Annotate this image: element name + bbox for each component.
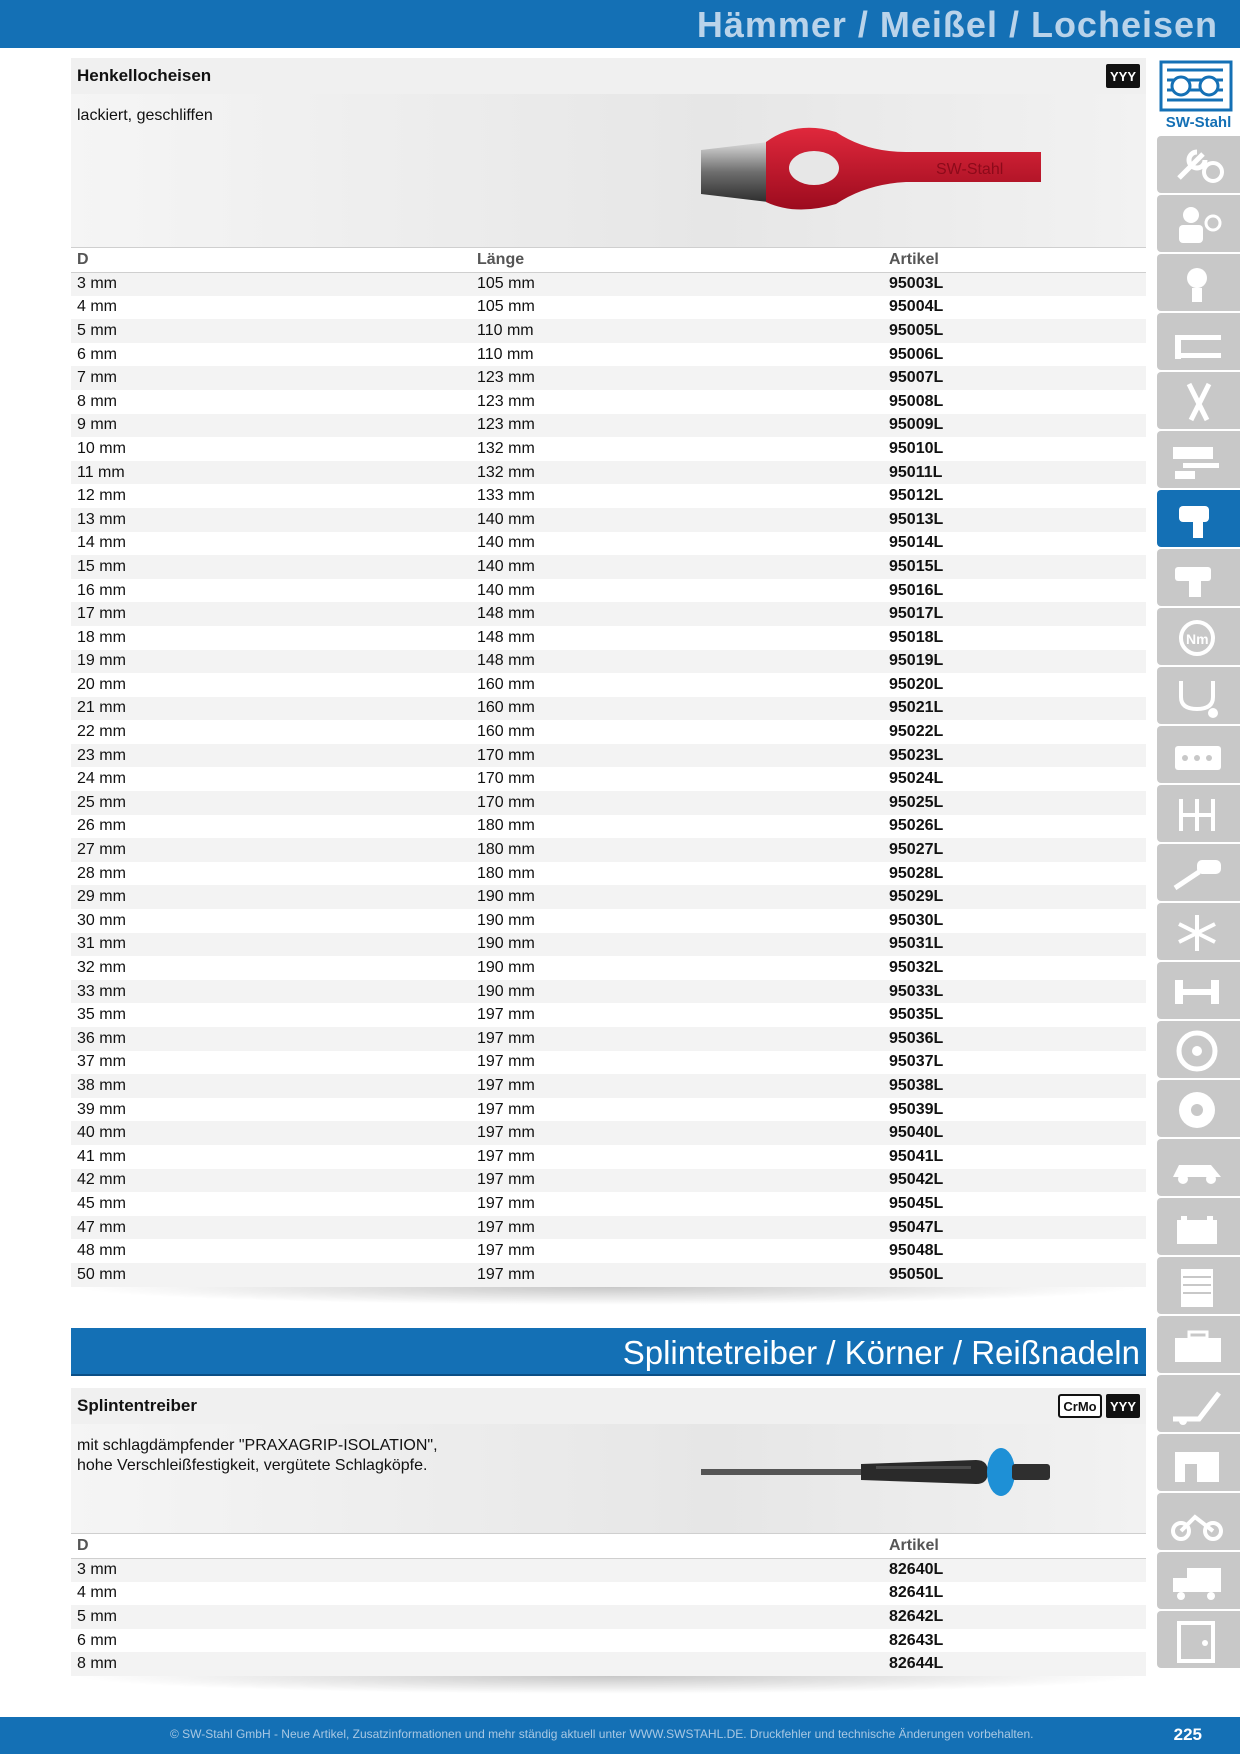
table-row xyxy=(71,461,1146,485)
sidebar-tab-toolbox[interactable] xyxy=(1157,1316,1240,1373)
cell-artikel: 95038L xyxy=(883,1074,1146,1098)
sidebar-tab-wrench[interactable] xyxy=(1157,136,1240,193)
cell-artikel: 95024L xyxy=(889,770,944,788)
cell-artikel: 95006L xyxy=(889,345,944,363)
cell-laenge: 197 mm xyxy=(471,1216,883,1240)
exhaust-icon xyxy=(1169,852,1227,896)
cell-d: 35 mm xyxy=(77,1006,126,1024)
cell-artikel: 95029L xyxy=(883,885,1146,909)
sidebar-tab-caliper[interactable] xyxy=(1157,313,1240,370)
table-row xyxy=(71,1629,1146,1653)
sidebar-tab-light-bulb[interactable] xyxy=(1157,254,1240,311)
hammer-icon xyxy=(1169,439,1227,483)
cell-d: 3 mm xyxy=(71,1558,883,1582)
cell-d: 40 mm xyxy=(71,1121,471,1145)
table-row xyxy=(71,579,1146,603)
table-row xyxy=(71,1074,1146,1098)
cell-d: 6 mm xyxy=(77,1631,117,1649)
cell-artikel: 82643L xyxy=(889,1631,944,1649)
cell-d: 16 mm xyxy=(77,581,126,599)
cell-d: 15 mm xyxy=(71,555,471,579)
cell-artikel: 95025L xyxy=(883,791,1146,815)
section-header xyxy=(71,1388,1146,1424)
cell-laenge: 105 mm xyxy=(477,298,535,316)
cell-laenge: 180 mm xyxy=(471,838,883,862)
brand-logo xyxy=(1157,58,1240,134)
category-sidebar xyxy=(1157,58,1240,1668)
table-row xyxy=(71,1169,1146,1193)
cell-d: 32 mm xyxy=(77,959,126,977)
sidebar-tab-exhaust[interactable] xyxy=(1157,844,1240,901)
top-banner xyxy=(0,0,1240,48)
table-row xyxy=(71,744,1146,768)
table-row xyxy=(71,532,1146,556)
product-engraving: SW-Stahl xyxy=(936,161,1004,178)
cell-artikel: 95012L xyxy=(889,487,944,505)
cell-artikel: 95050L xyxy=(883,1263,1146,1287)
cell-artikel: 95022L xyxy=(889,723,944,741)
table-row xyxy=(71,414,1146,438)
table-row xyxy=(71,1145,1146,1169)
light-bulb-icon xyxy=(1169,262,1227,306)
cell-artikel: 95030L xyxy=(889,911,944,929)
cell-d: 20 mm xyxy=(77,675,126,693)
cell-laenge: 110 mm xyxy=(477,345,534,363)
page-title: Hämmer / Meißel / Locheisen xyxy=(696,4,1218,45)
table-row xyxy=(71,650,1146,674)
sidebar-tab-cabinet[interactable] xyxy=(1157,1257,1240,1314)
cell-artikel: 95033L xyxy=(883,980,1146,1004)
cell-artikel: 95009L xyxy=(883,414,1146,438)
table-row xyxy=(71,956,1146,980)
cell-d: 14 mm xyxy=(77,534,126,552)
cell-laenge: 148 mm xyxy=(471,602,883,626)
cabinet-icon xyxy=(1169,1265,1227,1309)
product-image xyxy=(696,112,1056,222)
cell-laenge: 197 mm xyxy=(471,1121,883,1145)
wrench-icon xyxy=(1169,144,1227,188)
description-text: mit schlagdämpfender "PRAXAGRIP-ISOLATION", hohe Verschleißfestigkeit, vergütete Schlagköpfe. xyxy=(77,1437,438,1474)
torque-icon xyxy=(1169,616,1227,660)
product-description xyxy=(71,94,1146,248)
cell-d: 6 mm xyxy=(77,345,117,363)
cell-d: 23 mm xyxy=(71,744,471,768)
cell-laenge: 180 mm xyxy=(477,864,535,882)
cell-laenge: 170 mm xyxy=(471,791,883,815)
cell-laenge: 132 mm xyxy=(471,461,883,485)
cell-laenge: 140 mm xyxy=(471,555,883,579)
cell-laenge: 190 mm xyxy=(471,885,883,909)
cell-d: 41 mm xyxy=(77,1147,126,1165)
table-row xyxy=(71,390,1146,414)
cell-laenge: 197 mm xyxy=(477,1194,535,1212)
cell-laenge: 148 mm xyxy=(471,650,883,674)
description-text: lackiert, geschliffen xyxy=(77,107,213,124)
table-row xyxy=(71,815,1146,839)
table-row xyxy=(71,343,1146,367)
cell-laenge: 148 mm xyxy=(477,628,535,646)
cell-laenge: 197 mm xyxy=(477,1100,535,1118)
cell-artikel: 95039L xyxy=(889,1100,944,1118)
category-band xyxy=(71,1328,1146,1376)
table-row xyxy=(71,767,1146,791)
cell-laenge: 197 mm xyxy=(471,1027,883,1051)
cell-d: 30 mm xyxy=(77,911,126,929)
badge-group xyxy=(1058,1394,1140,1418)
cell-d: 12 mm xyxy=(77,487,126,505)
table-row xyxy=(71,720,1146,744)
cell-artikel: 95017L xyxy=(883,602,1146,626)
axle-icon xyxy=(1169,970,1227,1014)
cell-artikel: 95015L xyxy=(883,555,1146,579)
cell-artikel: 82640L xyxy=(883,1558,1146,1582)
sidebar-tab-impact-wrench[interactable] xyxy=(1157,490,1240,547)
sidebar-tab-tow-truck[interactable] xyxy=(1157,1375,1240,1432)
table-header-row xyxy=(71,248,1146,272)
cell-artikel: 95018L xyxy=(889,628,944,646)
cell-laenge: 133 mm xyxy=(477,487,535,505)
wheel-icon xyxy=(1169,1029,1227,1073)
table-shadow xyxy=(71,1287,1146,1305)
cell-d: 9 mm xyxy=(71,414,471,438)
cell-laenge: 140 mm xyxy=(471,508,883,532)
cell-laenge: 190 mm xyxy=(471,980,883,1004)
section-title: Splintentreiber xyxy=(77,1396,197,1415)
table-row xyxy=(71,1239,1146,1263)
cell-artikel: 82644L xyxy=(883,1652,1146,1676)
table-row xyxy=(71,1121,1146,1145)
cell-d: 19 mm xyxy=(71,650,471,674)
torque-label: Nm xyxy=(1186,631,1209,647)
cell-laenge: 160 mm xyxy=(471,697,883,721)
category-title: Splintetreiber / Körner / Reißnadeln xyxy=(622,1334,1140,1371)
cell-laenge: 180 mm xyxy=(477,817,535,835)
article-table xyxy=(71,1534,1146,1676)
table-row xyxy=(71,366,1146,390)
caliper-icon xyxy=(1169,321,1227,365)
workshop-icon xyxy=(1169,1442,1227,1486)
logo-text: SW-Stahl xyxy=(1165,114,1232,131)
cell-d: 38 mm xyxy=(71,1074,471,1098)
sidebar-tab-gear-shift[interactable] xyxy=(1157,785,1240,842)
logo-tools-icon xyxy=(1157,58,1240,114)
cell-artikel: 95021L xyxy=(883,697,1146,721)
sidebar-tab-torque[interactable] xyxy=(1157,608,1240,665)
cell-laenge: 197 mm xyxy=(477,1006,535,1024)
product-image xyxy=(696,1438,1066,1508)
cell-d: 22 mm xyxy=(77,723,126,741)
column-header-d: D xyxy=(71,1534,883,1558)
mechanic-icon xyxy=(1169,203,1227,247)
sidebar-tab-door[interactable] xyxy=(1157,1611,1240,1668)
cell-d: 4 mm xyxy=(77,298,117,316)
cell-artikel: 95023L xyxy=(883,744,1146,768)
cell-d: 21 mm xyxy=(71,697,471,721)
stethoscope-icon xyxy=(1169,675,1227,719)
sidebar-tab-car[interactable] xyxy=(1157,1139,1240,1196)
page-number: 225 xyxy=(1173,1725,1202,1744)
impact-wrench-icon xyxy=(1169,498,1227,542)
cell-d: 33 mm xyxy=(71,980,471,1004)
cell-artikel: 95027L xyxy=(883,838,1146,862)
cell-artikel: 95031L xyxy=(883,933,1146,957)
cell-artikel: 95011L xyxy=(883,461,1146,485)
table-row xyxy=(71,862,1146,886)
cell-artikel: 95047L xyxy=(883,1216,1146,1240)
sidebar-tab-hammer[interactable] xyxy=(1157,431,1240,488)
cell-artikel: 95042L xyxy=(883,1169,1146,1193)
page-footer xyxy=(0,1717,1240,1754)
table-header-row xyxy=(71,1534,1146,1558)
cell-laenge: 105 mm xyxy=(471,272,883,296)
section-header xyxy=(71,58,1146,94)
sidebar-tab-workshop[interactable] xyxy=(1157,1434,1240,1491)
table-row xyxy=(71,1652,1146,1676)
cell-d: 42 mm xyxy=(71,1169,471,1193)
table-row xyxy=(71,885,1146,909)
cell-artikel: 82642L xyxy=(883,1605,1146,1629)
cell-d: 3 mm xyxy=(71,272,471,296)
table-row xyxy=(71,1582,1146,1606)
cell-d: 5 mm xyxy=(71,319,471,343)
cell-laenge: 190 mm xyxy=(471,933,883,957)
cell-laenge: 140 mm xyxy=(477,534,535,552)
table-row xyxy=(71,1558,1146,1582)
cell-artikel: 95010L xyxy=(889,439,944,457)
table-row xyxy=(71,272,1146,296)
cell-laenge: 170 mm xyxy=(471,744,883,768)
section-splintentreiber xyxy=(71,1388,1146,1694)
cell-d: 7 mm xyxy=(71,366,471,390)
cell-d: 13 mm xyxy=(71,508,471,532)
cell-artikel: 95020L xyxy=(889,675,944,693)
engine-icon xyxy=(1169,734,1227,778)
cell-d: 31 mm xyxy=(71,933,471,957)
toolbox-icon xyxy=(1169,1324,1227,1368)
badge-group xyxy=(1106,64,1140,88)
cell-d: 36 mm xyxy=(71,1027,471,1051)
table-row xyxy=(71,791,1146,815)
cell-artikel: 95014L xyxy=(889,534,944,552)
sidebar-tab-snowflake[interactable] xyxy=(1157,903,1240,960)
sidebar-tab-axle[interactable] xyxy=(1157,962,1240,1019)
sidebar-tab-engine[interactable] xyxy=(1157,726,1240,783)
section-title: Henkellocheisen xyxy=(77,66,212,85)
cell-d: 39 mm xyxy=(77,1100,126,1118)
door-icon xyxy=(1169,1619,1227,1663)
cell-laenge: 197 mm xyxy=(477,1147,535,1165)
table-row xyxy=(71,1605,1146,1629)
cell-d: 28 mm xyxy=(77,864,126,882)
pliers-icon xyxy=(1169,380,1227,424)
section-henkellocheisen xyxy=(71,58,1146,1305)
cell-artikel: 95003L xyxy=(883,272,1146,296)
cell-d: 37 mm xyxy=(77,1053,126,1071)
cell-laenge: 123 mm xyxy=(471,414,883,438)
table-row xyxy=(71,673,1146,697)
snowflake-icon xyxy=(1169,911,1227,955)
cell-artikel: 95045L xyxy=(889,1194,944,1212)
brake-disc-icon xyxy=(1169,1088,1227,1132)
sidebar-tab-stethoscope[interactable] xyxy=(1157,667,1240,724)
cell-artikel: 95016L xyxy=(889,581,944,599)
drill-icon xyxy=(1169,557,1227,601)
table-row xyxy=(71,1263,1146,1287)
cell-artikel: 95026L xyxy=(889,817,944,835)
cell-d: 27 mm xyxy=(71,838,471,862)
column-header-artikel: Artikel xyxy=(883,248,1146,272)
table-row xyxy=(71,296,1146,320)
cell-laenge: 160 mm xyxy=(477,675,535,693)
sidebar-tab-truck[interactable] xyxy=(1157,1552,1240,1609)
cell-d: 45 mm xyxy=(77,1194,126,1212)
table-row xyxy=(71,1003,1146,1027)
cell-artikel: 95048L xyxy=(889,1242,944,1260)
table-row xyxy=(71,508,1146,532)
cell-laenge: 197 mm xyxy=(471,1169,883,1193)
cell-d: 10 mm xyxy=(77,439,126,457)
cell-laenge: 197 mm xyxy=(477,1053,535,1071)
table-row xyxy=(71,1216,1146,1240)
cell-d: 11 mm xyxy=(71,461,471,485)
cell-artikel: 95019L xyxy=(883,650,1146,674)
cell-laenge: 160 mm xyxy=(477,723,535,741)
cell-artikel: 95032L xyxy=(889,959,944,977)
battery-icon xyxy=(1169,1206,1227,1250)
cell-laenge: 197 mm xyxy=(471,1263,883,1287)
cell-laenge: 190 mm xyxy=(477,959,535,977)
table-row xyxy=(71,1051,1146,1075)
cell-laenge: 197 mm xyxy=(471,1074,883,1098)
cell-d: 26 mm xyxy=(77,817,126,835)
cell-laenge: 197 mm xyxy=(477,1242,535,1260)
sidebar-tab-pliers[interactable] xyxy=(1157,372,1240,429)
article-table xyxy=(71,248,1146,1287)
table-row xyxy=(71,1027,1146,1051)
quality-badge: ΥΥΥ xyxy=(1106,1394,1140,1418)
gear-shift-icon xyxy=(1169,793,1227,837)
cell-d: 8 mm xyxy=(71,1652,883,1676)
cell-laenge: 140 mm xyxy=(477,581,535,599)
cell-laenge: 123 mm xyxy=(471,366,883,390)
cell-artikel: 95037L xyxy=(889,1053,944,1071)
cell-artikel: 95035L xyxy=(889,1006,944,1024)
table-row xyxy=(71,319,1146,343)
cell-d: 4 mm xyxy=(77,1584,117,1602)
cell-d: 5 mm xyxy=(71,1605,883,1629)
crmo-badge: CrMo xyxy=(1058,1394,1102,1418)
cell-laenge: 132 mm xyxy=(477,439,535,457)
cell-d: 50 mm xyxy=(71,1263,471,1287)
table-row xyxy=(71,838,1146,862)
cell-artikel: 95004L xyxy=(889,298,944,316)
cell-d: 24 mm xyxy=(77,770,126,788)
cell-laenge: 170 mm xyxy=(477,770,535,788)
table-shadow xyxy=(71,1676,1146,1694)
truck-icon xyxy=(1169,1560,1227,1604)
table-row xyxy=(71,697,1146,721)
table-row xyxy=(71,626,1146,650)
table-row xyxy=(71,555,1146,579)
cell-artikel: 95041L xyxy=(889,1147,944,1165)
table-row xyxy=(71,909,1146,933)
table-row xyxy=(71,933,1146,957)
column-header-artikel: Artikel xyxy=(883,1534,1146,1558)
cell-d: 47 mm xyxy=(71,1216,471,1240)
table-row xyxy=(71,602,1146,626)
footer-copyright: © SW-Stahl GmbH - Neue Artikel, Zusatzinformationen und mehr ständig aktuell unter WWW.SWSTAHL.DE. Druckfehler und technische Änderungen vorbehalten. xyxy=(170,1727,1034,1741)
cell-artikel: 95040L xyxy=(883,1121,1146,1145)
column-header-laenge: Länge xyxy=(471,248,883,272)
cell-d: 29 mm xyxy=(71,885,471,909)
cell-d: 18 mm xyxy=(77,628,126,646)
sidebar-tab-drill[interactable] xyxy=(1157,549,1240,606)
table-row xyxy=(71,437,1146,461)
cell-artikel: 82641L xyxy=(889,1584,944,1602)
cell-artikel: 95005L xyxy=(883,319,1146,343)
product-description xyxy=(71,1424,1146,1534)
table-row xyxy=(71,1098,1146,1122)
sidebar-tab-wheel[interactable] xyxy=(1157,1021,1240,1078)
cell-artikel: 95028L xyxy=(889,864,944,882)
sidebar-tab-brake-disc[interactable] xyxy=(1157,1080,1240,1137)
sidebar-tab-battery[interactable] xyxy=(1157,1198,1240,1255)
cell-artikel: 95007L xyxy=(883,366,1146,390)
cell-artikel: 95008L xyxy=(889,392,944,410)
quality-badge: ΥΥΥ xyxy=(1106,64,1140,88)
motorcycle-icon xyxy=(1169,1501,1227,1545)
category-band-bar xyxy=(71,1328,1146,1376)
cell-d: 25 mm xyxy=(71,791,471,815)
table-row xyxy=(71,1192,1146,1216)
cell-artikel: 95036L xyxy=(883,1027,1146,1051)
cell-laenge: 123 mm xyxy=(477,392,535,410)
cell-artikel: 95013L xyxy=(883,508,1146,532)
sidebar-tab-motorcycle[interactable] xyxy=(1157,1493,1240,1550)
table-row xyxy=(71,980,1146,1004)
cell-laenge: 190 mm xyxy=(477,911,535,929)
cell-laenge: 110 mm xyxy=(471,319,883,343)
column-header-d: D xyxy=(71,248,471,272)
cell-d: 17 mm xyxy=(71,602,471,626)
table-row xyxy=(71,484,1146,508)
cell-d: 8 mm xyxy=(77,392,117,410)
car-icon xyxy=(1169,1147,1227,1191)
cell-d: 48 mm xyxy=(77,1242,126,1260)
sidebar-tab-mechanic[interactable] xyxy=(1157,195,1240,252)
tow-truck-icon xyxy=(1169,1383,1227,1427)
